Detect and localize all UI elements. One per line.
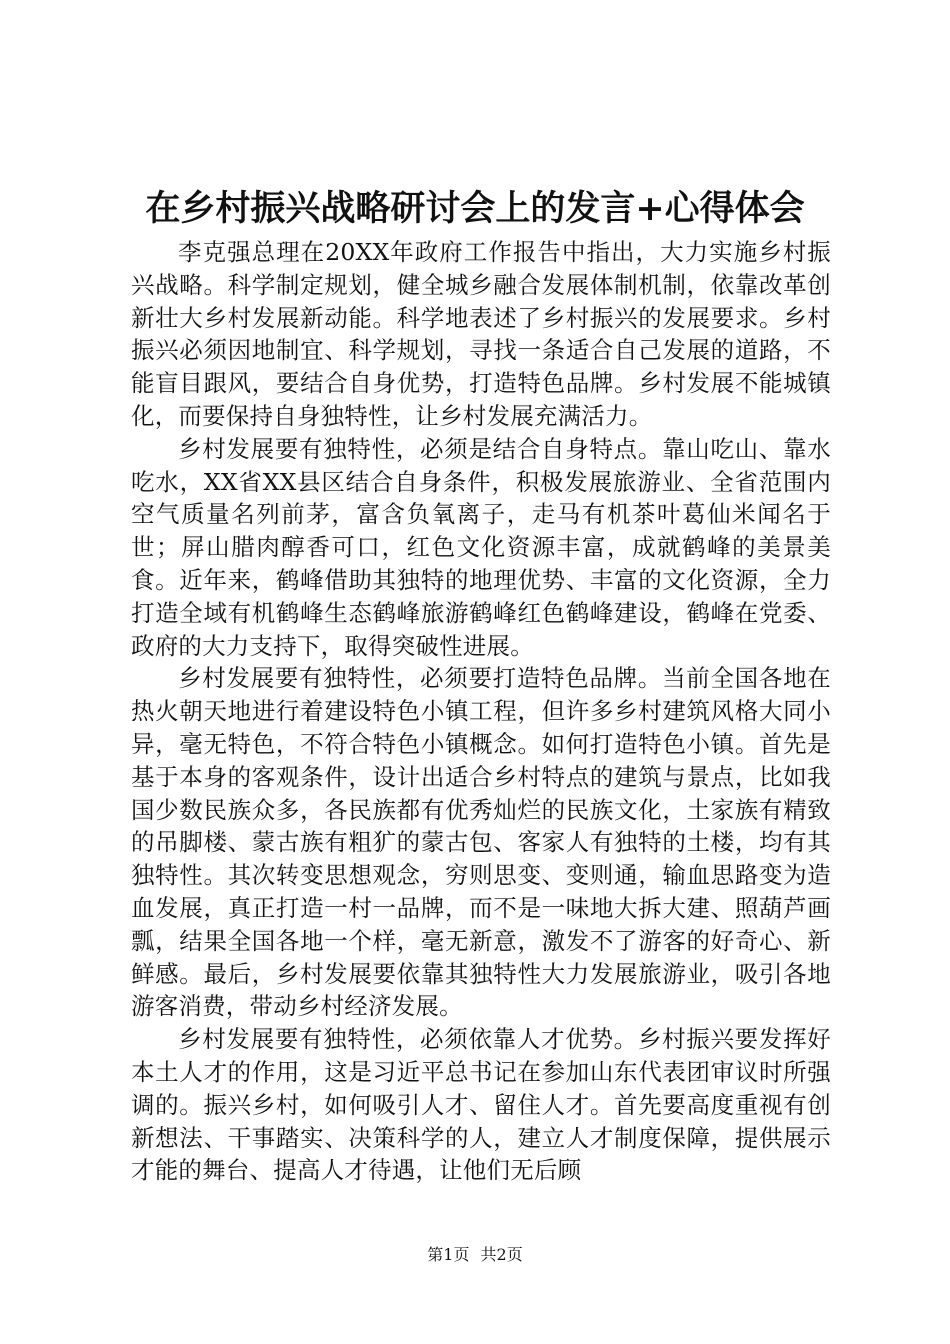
page-total: 共2页 <box>480 1245 523 1264</box>
paragraph-2: 乡村发展要有独特性，必须是结合自身特点。靠山吃山、靠水吃水，XX省XX县区结合自身条件，积极发展旅游业、全省范围内空气质量名列前茅，富含负氧离子，走马有机茶叶葛仙米闻名于世；屏山腊肉醇香可口，红色文化资源丰富，成就鹤峰的美景美食。近年来，鹤峰借助其独特的地理优势、丰富的文化资源，全力打造全域有机鹤峰生态鹤峰旅游鹤峰红色鹤峰建设，鹤峰在党委、政府的大力支持下，取得突破性进展。 <box>131 434 831 660</box>
paragraph-4: 乡村发展要有独特性，必须依靠人才优势。乡村振兴要发挥好本土人才的作用，这是习近平总书记在参加山东代表团审议时所强调的。振兴乡村，如何吸引人才、留住人才。首先要高度重视有创新想法、干事踏实、决策科学的人，建立人才制度保障，提供展示才能的舞台、提高人才待遇，让他们无后顾 <box>131 1025 831 1185</box>
page-footer <box>0 1244 950 1266</box>
document-title: 在乡村振兴战略研讨会上的发言+心得体会 <box>145 188 805 229</box>
document-body <box>131 236 831 1187</box>
paragraph-1: 李克强总理在20XX年政府工作报告中指出，大力实施乡村振兴战略。科学制定规划，健全城乡融合发展体制机制，依靠改革创新壮大乡村发展新动能。科学地表述了乡村振兴的发展要求。乡村振兴必须因地制宜、科学规划，寻找一条适合自己发展的道路，不能盲目跟风，要结合自身优势，打造特色品牌。乡村发展不能城镇化，而要保持自身独特性，让乡村发展充满活力。 <box>131 238 831 430</box>
page-number: 第1页 <box>427 1245 470 1264</box>
paragraph-3: 乡村发展要有独特性，必须要打造特色品牌。当前全国各地在热火朝天地进行着建设特色小镇工程，但许多乡村建筑风格大同小异，毫无特色，不符合特色小镇概念。如何打造特色小镇。首先是基于本身的客观条件，设计出适合乡村特点的建筑与景点，比如我国少数民族众多，各民族都有优秀灿烂的民族文化，土家族有精致的吊脚楼、蒙古族有粗犷的蒙古包、客家人有独特的土楼，均有其独特性。其次转变思想观念，穷则思变、变则通，输血思路变为造血发展，真正打造一村一品牌，而不是一味地大拆大建、照葫芦画瓢，结果全国各地一个样，毫无新意，激发不了游客的好奇心、新鲜感。最后，乡村发展要依靠其独特性大力发展旅游业，吸引各地游客消费，带动乡村经济发展。 <box>131 664 831 1021</box>
